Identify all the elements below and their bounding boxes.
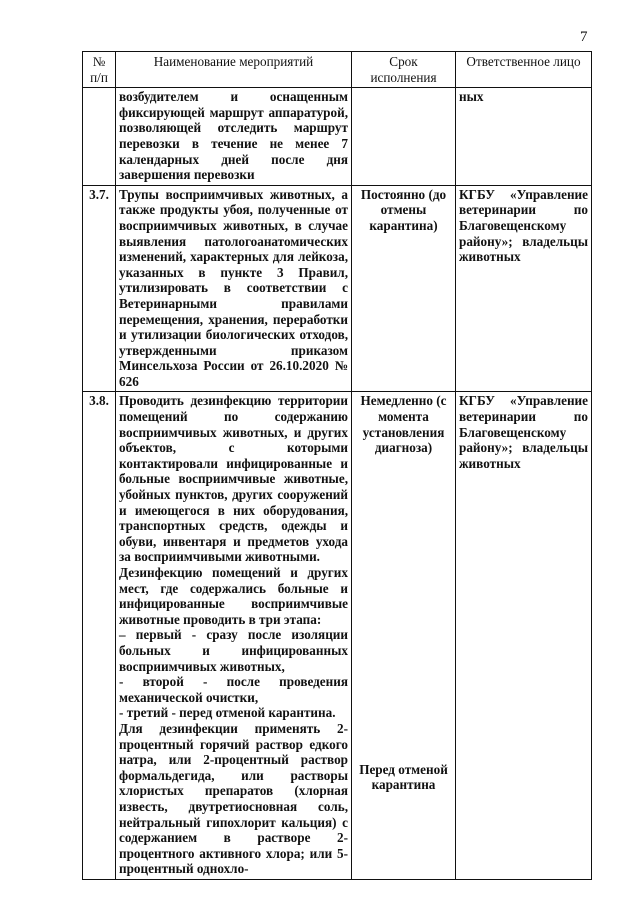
responsible-party: КГБУ «Управление ветеринарии по Благовещенскому району»; владельцы животных	[456, 185, 592, 392]
row-number: 3.8.	[83, 392, 116, 879]
measure-paragraph: - третий - перед отменой карантина.	[119, 705, 336, 721]
table-row	[83, 88, 592, 186]
measure-paragraph: возбудителем и оснащенным фиксирующей маршрут аппаратурой, позволяющей отследить маршрут перевозки в течение не менее 7 календарных дней после дня завершения перевозки	[119, 89, 348, 183]
header-resp: Ответственное лицо	[456, 52, 592, 88]
term-text: Постоянно (до отмены карантина)	[360, 186, 447, 233]
measure-description	[116, 392, 352, 879]
page-number: 7	[580, 29, 588, 45]
term-text-secondary: Перед отменой карантина	[359, 761, 448, 793]
table-row	[83, 392, 592, 879]
row-number	[83, 88, 116, 186]
measure-term	[352, 392, 456, 879]
header-num: № п/п	[83, 52, 116, 88]
measure-paragraph: Проводить дезинфекцию территории помещений по содержанию восприимчивых животных, и других объектов, с которыми контактировали инфицированные и больные восприимчивые животные, убойных пунктов, других сооружений и имеющегося в них оборудования, транспортных средств, одежды и обуви, инвентаря и предметов ухода за восприимчивыми животными.	[119, 393, 348, 565]
measure-paragraph: – первый - сразу после изоляции больных и инфицированных восприимчивых животных,	[119, 627, 348, 674]
measure-paragraph: Для дезинфекции применять 2-процентный горячий раствор едкого натра, или 2-процентный раствор формальдегида, или растворы хлористых препаратов (хлорная известь, двутретиосновная соль, нейтральный гипохлорит кальция) с содержанием в растворе 2-процентного активного хлора; или 5-процентный однохло-	[119, 720, 348, 877]
table-row	[83, 185, 592, 392]
header-term: Срок исполнения	[352, 52, 456, 88]
measure-term	[352, 185, 456, 392]
measure-paragraph: - второй - после проведения механической очистки,	[119, 674, 348, 705]
header-name: Наименование мероприятий	[116, 52, 352, 88]
table-header-row	[83, 52, 592, 88]
responsible-party: КГБУ «Управление ветеринарии по Благовещенскому району»; владельцы животных	[456, 392, 592, 879]
measures-table	[82, 51, 592, 880]
measure-term	[352, 88, 456, 186]
measure-description	[116, 88, 352, 186]
measure-description	[116, 185, 352, 392]
row-number: 3.7.	[83, 185, 116, 392]
measure-paragraph: Дезинфекцию помещений и других мест, где содержались больные и инфицированные восприимчивые животные проводить в три этапа:	[119, 565, 348, 627]
term-text: Немедленно (с момента установления диагноза)	[360, 393, 447, 456]
measure-paragraph: Трупы восприимчивых животных, а также продукты убоя, полученные от восприимчивых животных, в случае выявления патологоанатомических изменений, характерных для лейкоза, указанных в пункте 3 Правил, утилизировать в соответствии с Ветеринарными правилами перемещения, хранения, переработки и утилизации биологических отходов, утвержденными приказом Минсельхоза России от 26.10.2020 № 626	[119, 186, 348, 389]
responsible-party: ных	[456, 88, 592, 186]
